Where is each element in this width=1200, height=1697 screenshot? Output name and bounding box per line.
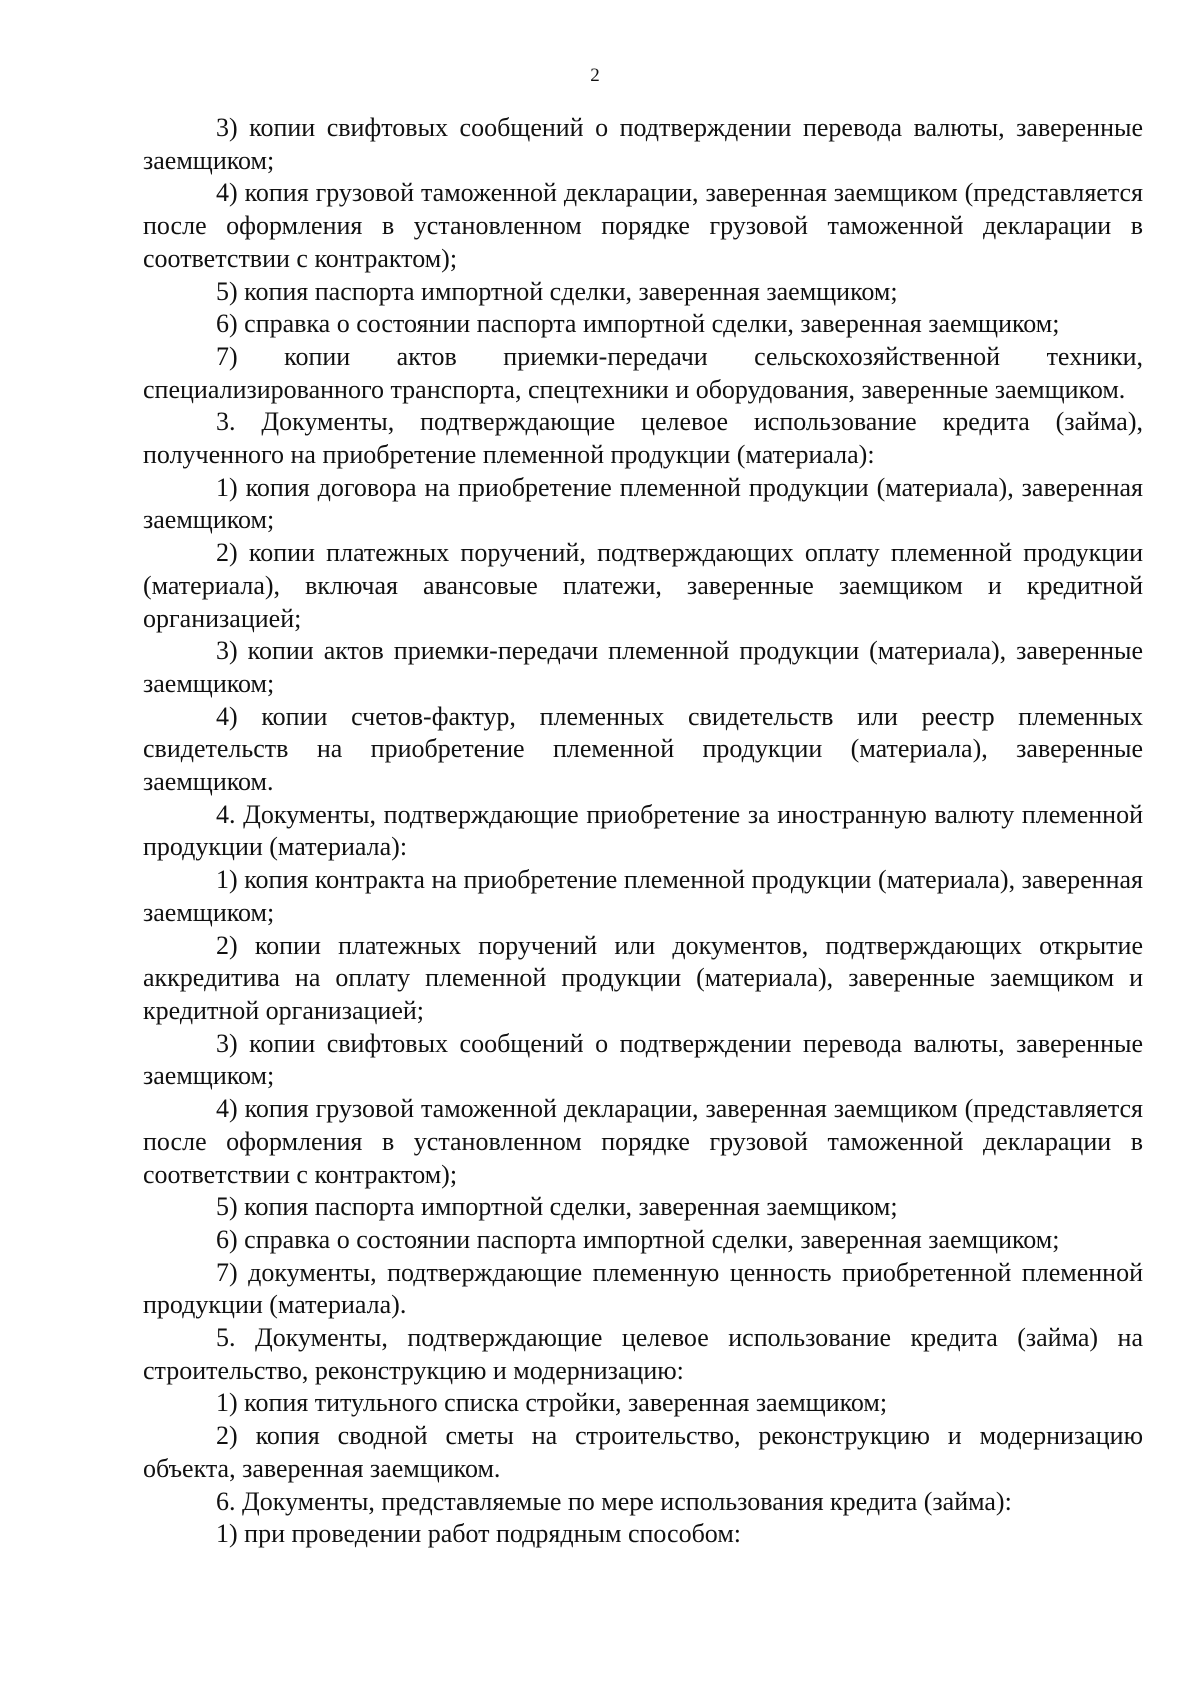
list-item-5-import-passport: 5) копия паспорта импортной сделки, заверенная заемщиком; [216,276,898,306]
list-item-2-payment-orders: 2) копии платежных поручений, подтверждающих оплату племенной продукции (материала), включая авансовые платежи, заверенные заемщиком и кредитной организацией; [143,538,1143,633]
list-item-1-foreign-contract: 1) копия контракта на приобретение племенной продукции (материала), заверенная заемщиком; [143,865,1143,927]
list-item-1-title-list: 1) копия титульного списка стройки, заверенная заемщиком; [216,1388,888,1418]
list-item-3-acceptance-acts: 3) копии актов приемки-передачи племенной продукции (материала), заверенные заемщиком; [143,636,1143,698]
list-item-6-passport-status: 6) справка о состоянии паспорта импортной сделки, заверенная заемщиком; [216,309,1060,339]
list-item-4-customs-declaration: 4) копия грузовой таможенной декларации, заверенная заемщиком (представляется после оформления в установленном порядке грузовой таможенной декларации в соответствии с контрактом); [143,1094,1143,1189]
list-item-4-invoices: 4) копии счетов-фактур, племенных свидетельств или реестр племенных свидетельств на приобретение племенной продукции (материала), заверенные заемщиком. [143,701,1143,797]
list-item-6-passport-status: 6) справка о состоянии паспорта импортной сделки, заверенная заемщиком; [216,1224,1060,1254]
list-item-7-breeding-value: 7) документы, подтверждающие племенную ценность приобретенной племенной продукции (материала). [143,1257,1143,1320]
list-item-1-purchase-contract: 1) копия договора на приобретение племенной продукции (материала), заверенная заемщиком; [143,472,1143,535]
list-item-2-letter-of-credit: 2) копии платежных поручений или документов, подтверждающих открытие аккредитива на оплату племенной продукции (материала), заверенные заемщиком и кредитной организацией; [143,930,1143,1025]
list-item-7-acceptance-acts: 7) копии актов приемки-передачи сельскохозяйственной техники, специализированного транспорта, спецтехники и оборудования, заверенные заемщиком. [143,341,1143,404]
section-5-heading: 5. Документы, подтверждающие целевое использование кредита (займа) на строительство, реконструкцию и модернизацию: [143,1323,1143,1385]
page-number: 2 [590,65,600,86]
list-item-3-swift-messages: 3) копии свифтовых сообщений о подтверждении перевода валюты, заверенные заемщиком; [143,113,1143,175]
section-6-heading: 6. Документы, представляемые по мере использования кредита (займа): [216,1486,1012,1516]
list-item-1-contract-works: 1) при проведении работ подрядным способом: [216,1519,741,1549]
section-4-heading: 4. Документы, подтверждающие приобретение за иностранную валюту племенной продукции (материала): [143,799,1143,862]
list-item-2-summary-estimate: 2) копия сводной сметы на строительство, реконструкцию и модернизацию объекта, заверенная заемщиком. [143,1421,1143,1483]
list-item-5-import-passport: 5) копия паспорта импортной сделки, заверенная заемщиком; [216,1192,898,1222]
document-body [143,112,1143,1551]
list-item-4-customs-declaration: 4) копия грузовой таможенной декларации, заверенная заемщиком (представляется после оформления в установленном порядке грузовой таможенной декларации в соответствии с контрактом); [143,178,1143,273]
list-item-3-swift-messages: 3) копии свифтовых сообщений о подтверждении перевода валюты, заверенные заемщиком; [143,1028,1143,1091]
section-3-heading: 3. Документы, подтверждающие целевое использование кредита (займа), полученного на приобретение племенной продукции (материала): [143,407,1143,470]
